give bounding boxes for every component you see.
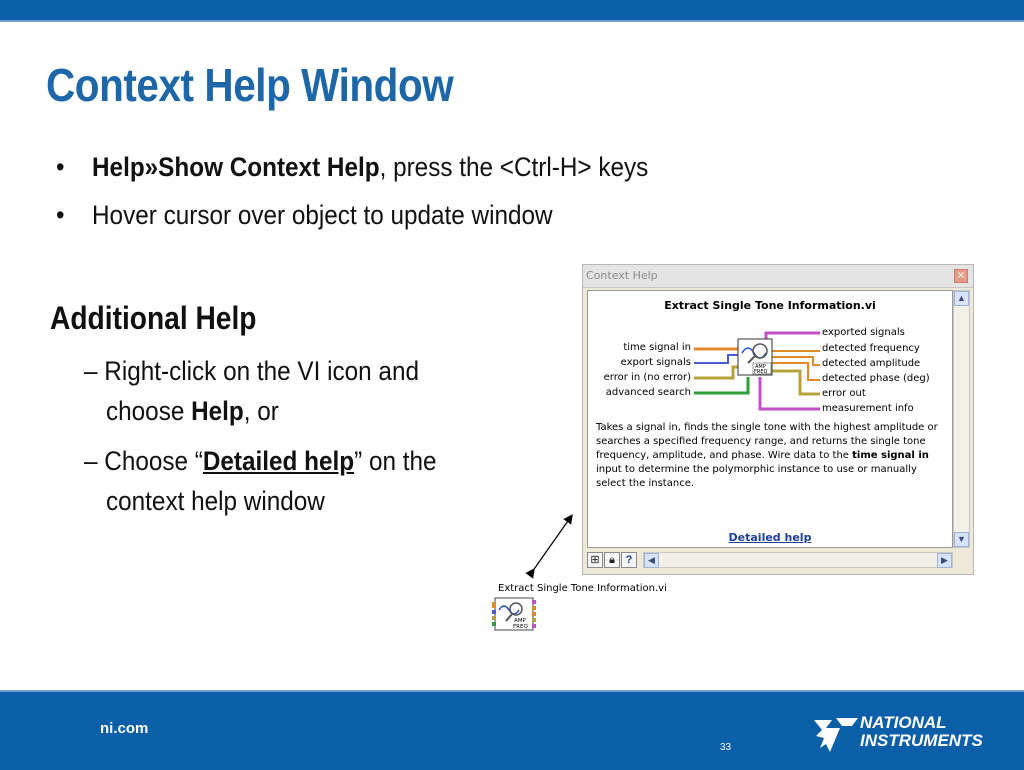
bullet-text	[92, 152, 648, 183]
slide-title: Context Help Window	[46, 59, 454, 111]
help-keyword: Help	[191, 396, 244, 426]
bullet-item	[56, 200, 740, 248]
ni-logo	[812, 712, 1002, 756]
bullet-rest: , press the <Ctrl-H> keys	[379, 152, 649, 182]
scroll-right-icon[interactable]: ▶	[937, 553, 952, 568]
logo-line1: NATIONAL	[860, 713, 947, 732]
amp-text: AMP	[755, 364, 766, 370]
bullet-text	[92, 200, 553, 231]
freq-text: FREQ	[754, 369, 768, 375]
eagle-logo-icon	[812, 714, 860, 754]
desc-bold: time signal in	[852, 450, 929, 461]
lock-icon[interactable]: 🔒︎	[604, 552, 620, 568]
output-label: error out	[822, 388, 866, 399]
ni-wordmark	[860, 714, 983, 750]
context-help-window	[582, 264, 974, 575]
scroll-left-icon[interactable]: ◀	[644, 553, 659, 568]
output-label: detected phase (deg)	[822, 373, 930, 384]
detailed-help-link[interactable]: Detailed help	[728, 531, 812, 544]
desc-text: Takes a signal in, finds the single tone with the highest amplitude or searches a specified frequency range, and returns the single tone frequency, amplitude, and phase. Wire data to the	[596, 422, 938, 461]
output-label: detected amplitude	[822, 358, 921, 369]
window-title: Context Help	[586, 269, 658, 282]
vi-connector-diagram	[588, 291, 953, 421]
bullet-rest: Hover cursor over object to update window	[92, 200, 553, 230]
scroll-down-icon[interactable]: ▼	[954, 532, 969, 547]
sub-text: ” on the	[354, 446, 437, 476]
sub-item-line	[106, 396, 279, 427]
input-label: advanced search	[605, 387, 691, 398]
grid-icon[interactable]: ⊞	[587, 552, 603, 568]
double-arrow-icon	[520, 510, 580, 590]
wire-export-signals	[694, 355, 738, 363]
wire-error-out	[772, 371, 820, 394]
output-label: exported signals	[822, 327, 905, 338]
scroll-up-icon[interactable]: ▲	[954, 291, 969, 306]
bullet-marker: •	[56, 152, 65, 182]
bullet-marker: •	[56, 200, 65, 230]
sub-text: choose	[106, 396, 192, 426]
sub-text: , or	[243, 396, 279, 426]
help-icon[interactable]: ?	[621, 552, 637, 568]
sub-item-line: – Right-click on the VI icon and	[84, 356, 419, 386]
vi-icon[interactable]	[490, 594, 538, 634]
footer-url[interactable]: ni.com	[100, 720, 149, 737]
wire-error-in	[694, 367, 738, 378]
output-label: measurement info	[822, 403, 914, 414]
output-label: detected frequency	[822, 343, 920, 354]
additional-help-heading: Additional Help	[50, 300, 257, 336]
vertical-scrollbar[interactable]	[953, 290, 970, 548]
context-help-toolbar	[587, 551, 970, 571]
vi-description	[596, 421, 946, 491]
desc-text: input to determine the polymorphic instance to use or manually select the instance.	[596, 464, 917, 489]
svg-text:FREQ: FREQ	[513, 624, 528, 630]
top-header-bar	[0, 0, 1024, 22]
page-number: 33	[720, 742, 732, 753]
input-label: export signals	[620, 357, 691, 368]
sub-text: – Choose “	[84, 446, 203, 476]
vi-name: Extract Single Tone Information.vi	[664, 299, 876, 312]
input-label: error in (no error)	[603, 372, 691, 383]
wire-exported-signals	[766, 333, 820, 339]
context-help-titlebar[interactable]	[583, 265, 973, 288]
input-label: time signal in	[623, 342, 691, 353]
detailed-help-text: Detailed help	[202, 446, 355, 476]
vi-icon-text: AMP	[514, 618, 526, 624]
horizontal-scrollbar[interactable]	[643, 552, 953, 568]
menu-path: Help»Show Context Help	[92, 152, 380, 182]
vi-icon-label: Extract Single Tone Information.vi	[498, 583, 667, 594]
footer-bar	[0, 690, 1024, 770]
bullet-item	[56, 152, 740, 200]
sub-item-line: context help window	[106, 486, 325, 516]
context-help-content	[587, 290, 953, 548]
close-icon[interactable]: ×	[954, 269, 968, 283]
logo-line2: INSTRUMENTS	[860, 731, 983, 750]
sub-item-line	[84, 446, 437, 477]
bullet-list	[56, 152, 816, 248]
